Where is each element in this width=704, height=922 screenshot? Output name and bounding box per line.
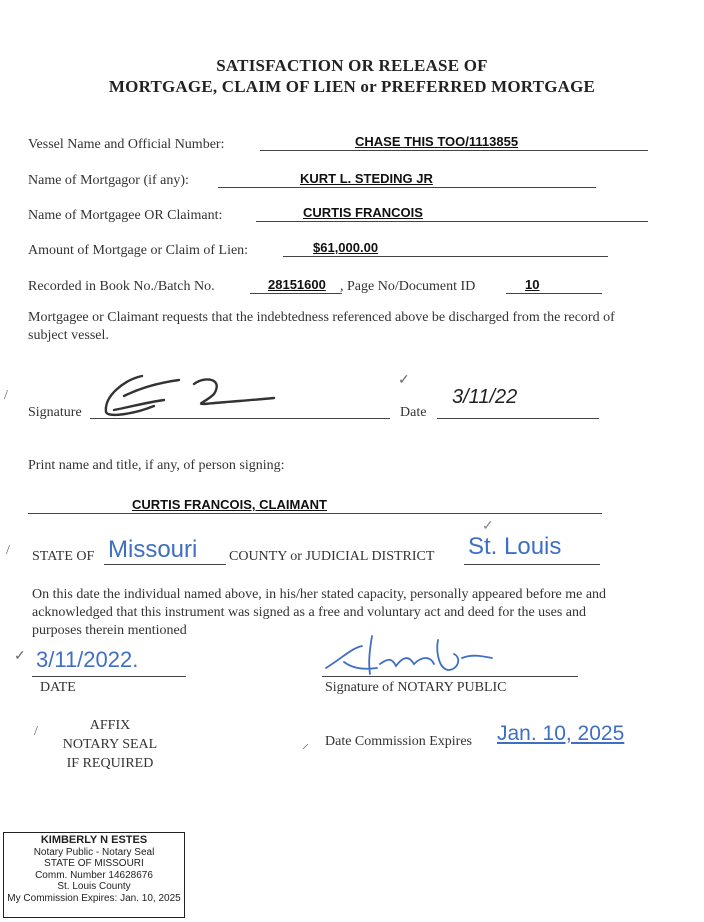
ack-line3: purposes therein mentioned bbox=[32, 623, 187, 638]
notary-date-label: DATE bbox=[40, 680, 76, 695]
form-title-line1: SATISFACTION OR RELEASE OF bbox=[216, 56, 488, 75]
notary-date-value: 3/11/2022. bbox=[36, 647, 139, 672]
request-line1: Mortgagee or Claimant requests that the indebtedness referenced above be discharged from the record of bbox=[28, 310, 615, 325]
date-line bbox=[437, 418, 599, 419]
check-mark-icon: ✓ bbox=[482, 519, 494, 534]
page-line bbox=[506, 293, 602, 294]
mortgagee-label: Name of Mortgagee OR Claimant: bbox=[28, 208, 223, 223]
expires-value: Jan. 10, 2025 bbox=[497, 722, 625, 745]
affix-line2: NOTARY SEAL bbox=[62, 737, 158, 752]
mortgagee-line bbox=[256, 221, 648, 222]
state-line bbox=[104, 564, 226, 565]
stamp-line3: STATE OF MISSOURI bbox=[44, 858, 144, 869]
date-value: 3/11/22 bbox=[452, 386, 518, 408]
affix-line1: AFFIX bbox=[89, 718, 131, 733]
expires-label: Date Commission Expires bbox=[325, 734, 472, 749]
county-label: COUNTY or JUDICIAL DISTRICT bbox=[229, 549, 435, 564]
check-mark-icon: ✓ bbox=[398, 373, 410, 388]
print-name-value: CURTIS FRANCOIS, CLAIMANT bbox=[132, 497, 327, 512]
state-label: STATE OF bbox=[32, 549, 95, 564]
notary-date-line bbox=[32, 676, 186, 677]
affix-line3: IF REQUIRED bbox=[66, 756, 154, 771]
check-mark-icon: ✓ bbox=[14, 649, 26, 664]
check-mark-icon: / bbox=[34, 724, 38, 739]
signature-scribble bbox=[94, 366, 284, 422]
notary-stamp bbox=[3, 832, 185, 918]
page-label: , Page No/Document ID bbox=[340, 279, 476, 294]
page-value: 10 bbox=[525, 277, 540, 292]
notary-signature-scribble bbox=[322, 628, 512, 680]
book-label: Recorded in Book No./Batch No. bbox=[28, 279, 215, 294]
ack-line2: acknowledged that this instrument was signed as a free and voluntary act and deed for the uses and bbox=[32, 605, 586, 620]
date-label: Date bbox=[400, 405, 427, 420]
stamp-line6: My Commission Expires: Jan. 10, 2025 bbox=[7, 892, 181, 904]
check-mark-icon: ⸝ bbox=[302, 737, 309, 752]
ack-line1: On this date the individual named above, in his/her stated capacity, personally appeared before me and bbox=[32, 587, 607, 602]
check-mark-icon: / bbox=[6, 543, 10, 558]
notary-signature-line bbox=[322, 676, 578, 677]
request-line2: subject vessel. bbox=[28, 328, 109, 343]
amount-line bbox=[283, 256, 608, 257]
mortgagor-value: KURT L. STEDING JR bbox=[300, 171, 433, 186]
county-line bbox=[464, 564, 600, 565]
mortgagee-value: CURTIS FRANCOIS bbox=[303, 205, 423, 220]
stamp-line4: Comm. Number 14628676 bbox=[35, 869, 153, 881]
mortgagor-line bbox=[218, 187, 596, 188]
amount-label: Amount of Mortgage or Claim of Lien: bbox=[28, 243, 249, 258]
form-title-line2: MORTGAGE, CLAIM OF LIEN or PREFERRED MORTGAGE bbox=[108, 77, 596, 96]
vessel-line bbox=[260, 150, 648, 151]
county-value: St. Louis bbox=[468, 533, 562, 560]
stamp-line5: St. Louis County bbox=[57, 881, 131, 892]
vessel-label: Vessel Name and Official Number: bbox=[28, 137, 225, 152]
check-mark-icon: / bbox=[4, 388, 8, 403]
book-line bbox=[250, 293, 342, 294]
book-value: 28151600 bbox=[268, 277, 326, 292]
mortgagor-label: Name of Mortgagor (if any): bbox=[28, 173, 189, 188]
print-name-label: Print name and title, if any, of person signing: bbox=[28, 458, 285, 473]
notary-signature-label: Signature of NOTARY PUBLIC bbox=[325, 680, 507, 695]
stamp-name: KIMBERLY N ESTES bbox=[40, 834, 148, 846]
print-name-line bbox=[28, 513, 602, 514]
vessel-value: CHASE THIS TOO/1113855 bbox=[355, 134, 519, 149]
stamp-line2: Notary Public - Notary Seal bbox=[33, 846, 155, 858]
amount-value: $61,000.00 bbox=[313, 240, 379, 255]
state-value: Missouri bbox=[108, 536, 198, 563]
signature-label: Signature bbox=[28, 405, 82, 420]
